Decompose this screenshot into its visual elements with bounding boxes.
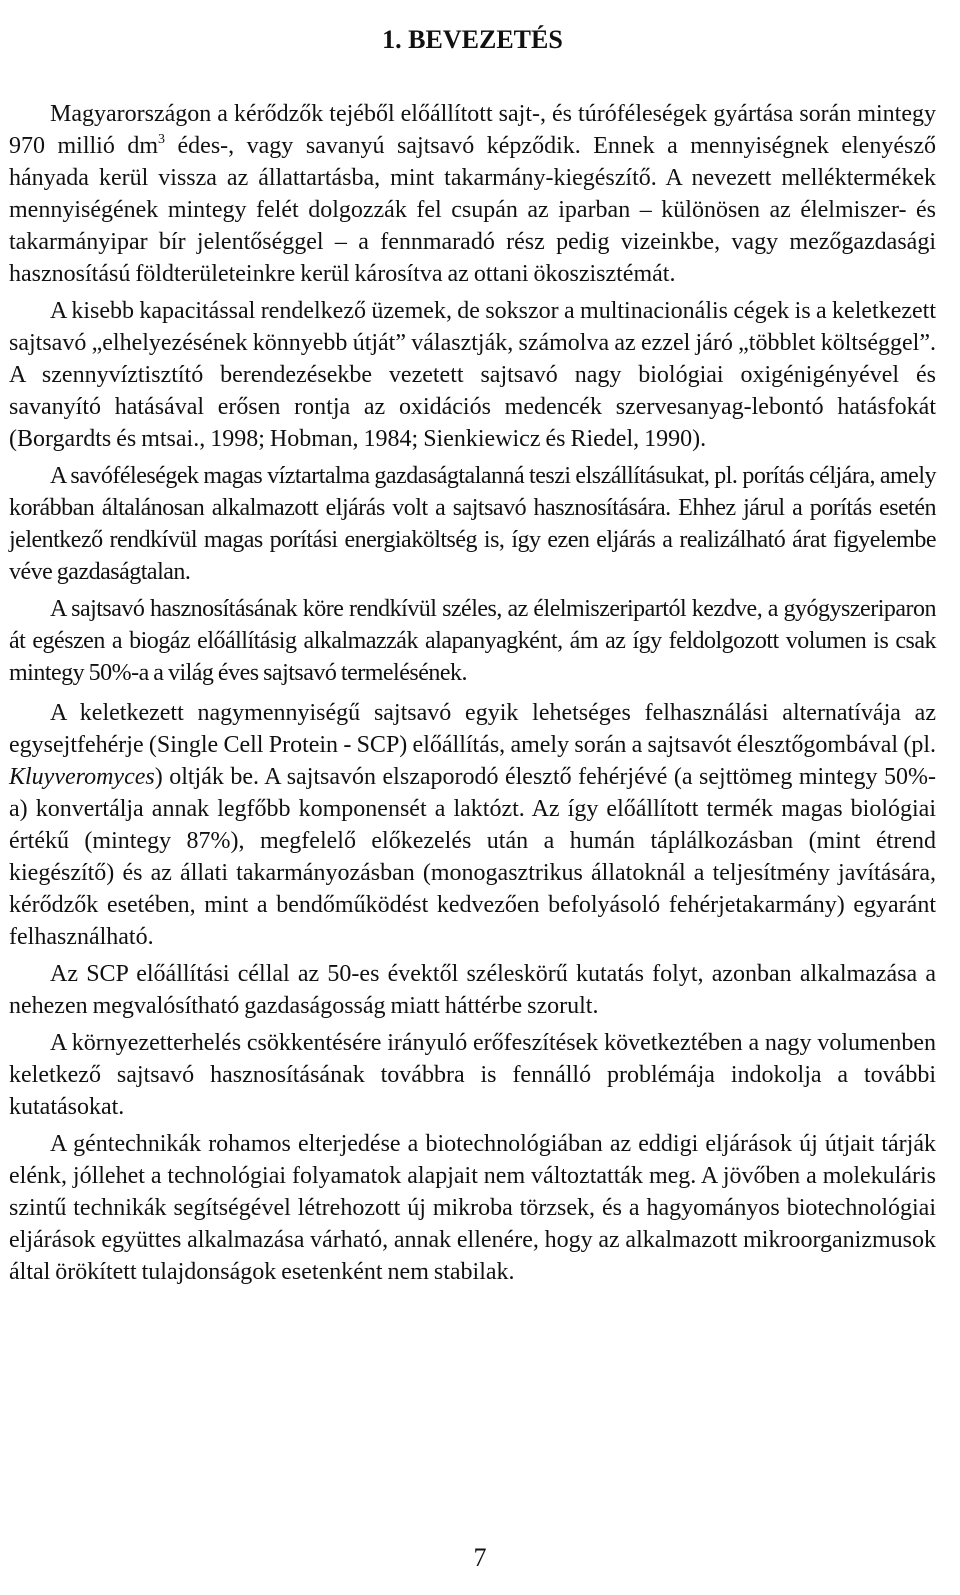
paragraph-1-rest: édes-, vagy savanyú sajtsavó képződik. Ennek a mennyiségnek elenyésző hányada kerül vissza az állattartásba, mint takarmány-kiegészítő. A nevezett melléktermékek mennyiségének mintegy felét dolgozzák fel csupán az iparban – különösen az élelmiszer- és takarmányipar bír jelentőséggel – a fennmaradó rész pedig vizeinkbe, vagy mezőgazdasági hasznosítású földterületeinkre kerül károsítva az ottani ökoszisztémát. [9, 133, 936, 287]
paragraph-8: A géntechnikák rohamos elterjedése a biotechnológiában az eddigi eljárások új útjait tárják elénk, jóllehet a technológiai folyamatok alapjait nem változtatták meg. A jövőben a molekuláris szintű technikák segítségével létrehozott új mikroba törzsek, és a hagyományos biotechnológiai eljárások együttes alkalmazása várható, annak ellenére, hogy az alkalmazott mikroorganizmusok által örökített tulajdonságok esetenként nem stabilak. [9, 1131, 936, 1285]
paragraph-4: A sajtsavó hasznosításának köre rendkívül széles, az élelmiszeripartól kezdve, a gyógyszeriparon át egészen a biogáz előállításig alkalmazzák alapanyagként, ám az így feldolgozott volumen is csak mintegy 50%-a a világ éves sajtsavó termelésének. [9, 596, 936, 686]
page-number: 7 [473, 1543, 487, 1572]
paragraph-1 [9, 98, 936, 290]
paragraph-5 [9, 697, 936, 953]
paragraph-6: Az SCP előállítási céllal az 50-es évektől széleskörű kutatás folyt, azonban alkalmazása a nehezen megvalósítható gazdaságosság miatt háttérbe szorult. [9, 961, 936, 1019]
paragraph-1-intro: Magyarországon a kérődzők tejéből előállított sajt-, és túróféleségek gyártása során mintegy 970 millió dm [9, 101, 936, 159]
paragraph-3: A savóféleségek magas víztartalma gazdaságtalanná teszi elszállításukat, pl. porítás céljára, amely korábban általánosan alkalmazott eljárás volt a sajtsavó hasznosítására. Ehhez járul a porítás esetén jelentkező rendkívül magas porítási energiaköltség is, így ezen eljárás a realizálható árat figyelembe véve gazdaságtalan. [9, 463, 936, 585]
document-page [9, 22, 936, 1293]
species-name-italic: Kluyveromyces [9, 764, 155, 790]
paragraph-5-after-italic: ) oltják be. A sajtsavón elszaporodó élesztő fehérjévé (a sejttömeg mintegy 50%-a) konvertálja annak legfőbb komponensét a laktózt. Az így előállított termék magas biológiai értékű (mintegy 87%), megfelelő előkezelés után a humán táplálkozásban (mint étrend kiegészítő) és az állati takarmányozásban (monogasztrikus állatoknál a teljesítmény javítására, kérődzők esetében, mint a bendőműködést kedvezően befolyásoló fehérjetakarmány) egyaránt felhasználható. [9, 764, 936, 950]
paragraph-2: A kisebb kapacitással rendelkező üzemek, de sokszor a multinacionális cégek is a keletkezett sajtsavó „elhelyezésének könnyebb útját” választják, számolva az ezzel járó „többlet költséggel”. A szennyvíztisztító berendezésekbe vezetett sajtsavó nagy biológiai oxigénigényével és savanyító hatásával erősen rontja az oxidációs medencék szervesanyag-lebontó hatásfokát (Borgardts és mtsai., 1998; Hobman, 1984; Sienkiewicz és Riedel, 1990). [9, 298, 936, 452]
section-title: 1. BEVEZETÉS [382, 25, 563, 54]
paragraph-7: A környezetterhelés csökkentésére irányuló erőfeszítések következtében a nagy volumenben keletkező sajtsavó hasznosításának továbbra is fennálló problémája indokolja a további kutatásokat. [9, 1030, 936, 1120]
paragraph-5-before-italic: A keletkezett nagymennyiségű sajtsavó egyik lehetséges felhasználási alternatívája az egysejtfehérje (Single Cell Protein - SCP) előállítás, amely során a sajtsavót élesztőgombával (pl. [9, 700, 936, 758]
superscript-3: 3 [158, 132, 166, 147]
